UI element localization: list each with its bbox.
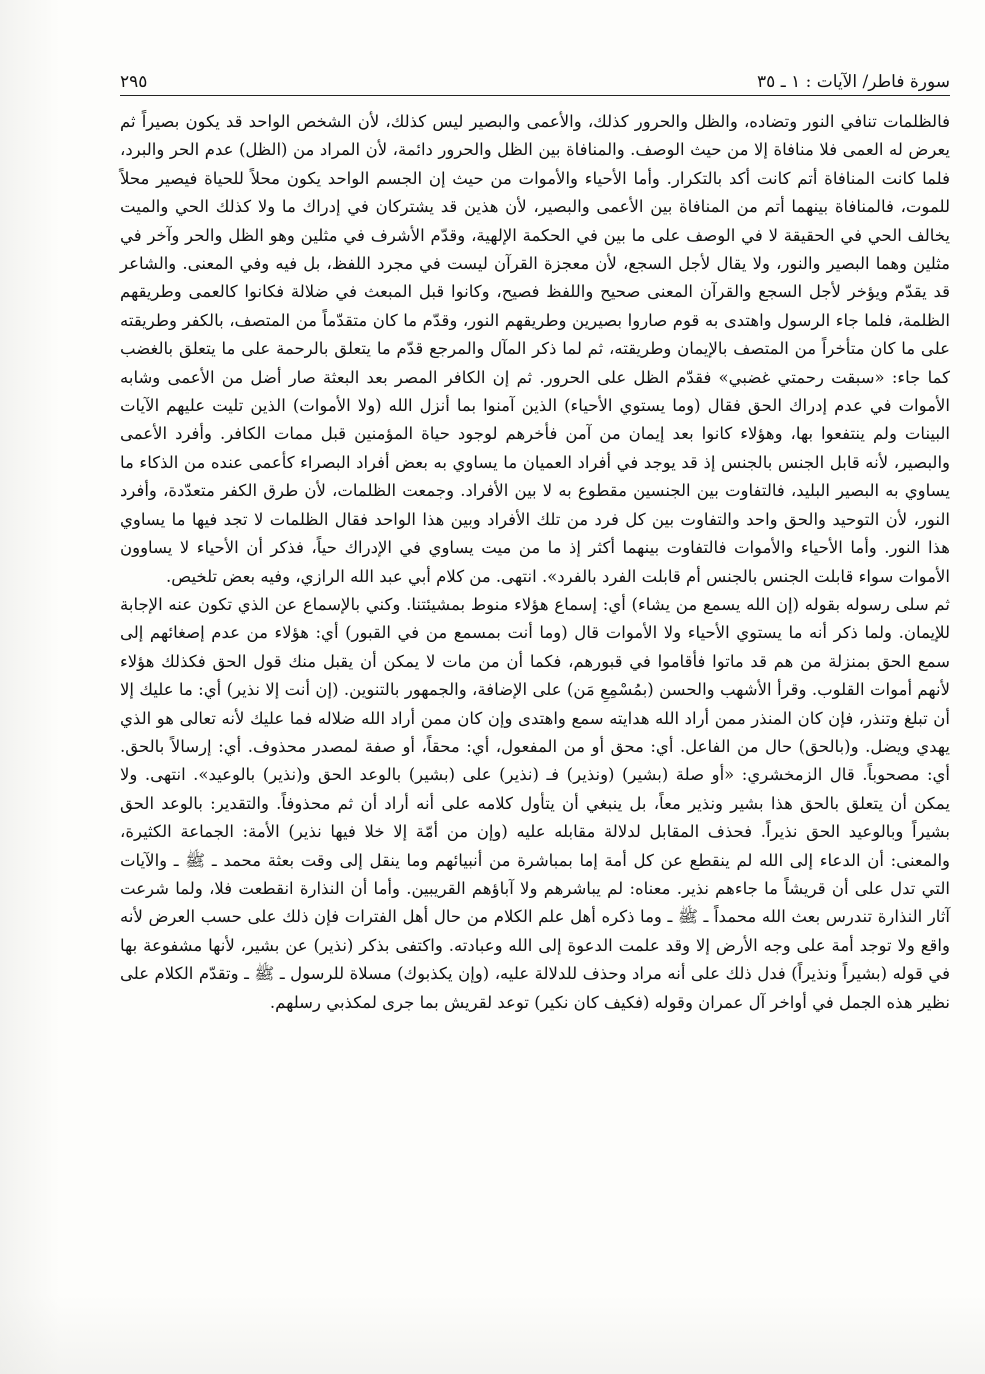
header-divider	[120, 95, 950, 96]
scan-shadow	[0, 0, 60, 1374]
running-header	[120, 66, 950, 92]
page-number: ٢٩٥	[120, 72, 148, 92]
scan-noise	[0, 1295, 985, 1374]
body-text	[120, 108, 950, 1017]
paragraph-1: فالظلمات تنافي النور وتضاده، والظل والحرور كذلك، والأعمى والبصير ليس كذلك، لأن الشخص الواحد قد يكون بصيراً ثم يعرض له العمى فلا منافاة إلا من حيث الوصف. والمنافاة بين الظل والحرور دائمة، لأن المراد من (الظل) عدم الحر والبرد، فلما كانت المنافاة أتم كانت أكد بالتكرار. وأما الأحياء والأموات من حيث إن الجسم الواحد يكون محلاً للحياة فيصير محلاً للموت، فالمنافاة بينهما أتم من المنافاة بين الأعمى والبصير، لأن هذين قد يشتركان في إدراك ما ولا كذلك الحي والميت يخالف الحي في الحقيقة لا في الوصف على ما بين في الحكمة الإلهية، وقدّم الأشرف في مثلين وهو الظل والحر وآخر في مثلين وهما البصير والنور، ولا يقال لأجل السجع، لأن معجزة القرآن ليست في مجرد اللفظ، بل فيه وفي المعنى. والشاعر قد يقدّم ويؤخر لأجل السجع والقرآن المعنى صحيح واللفظ فصيح، وكانوا قبل المبعث في ضلالة فكانوا كالعمى وطريقهم الظلمة، فلما جاء الرسول واهتدى به قوم صاروا بصيرين وطريقهم النور، وقدّم ما كان متقدّماً من المتصف، بالكفر وطريقته على ما كان متأخراً من المتصف بالإيمان وطريقته، ثم لما ذكر المآل والمرجع قدّم ما يتعلق بالرحمة على ما يتعلق بالغضب كما جاء: «سبقت رحمتي غضبي» فقدّم الظل على الحرور. ثم إن الكافر المصر بعد البعثة صار أضل من الأعمى وشابه الأموات في عدم إدراك الحق فقال (وما يستوي الأحياء) الذين آمنوا بما أنزل الله (ولا الأموات) الذين تليت عليهم الآيات البينات ولم ينتفعوا بها، وهؤلاء كانوا بعد إيمان من آمن فأخرهم لوجود حياة المؤمنين قبل ممات الكافر. وأفرد الأعمى والبصير، لأنه قابل الجنس بالجنس إذ قد يوجد في أفراد العميان ما يساوي به بعض أفراد البصراء كأعمى عنده من الذكاء ما يساوي به البصير البليد، فالتفاوت بين الجنسين مقطوع به لا بين الأفراد. وجمعت الظلمات، لأن طرق الكفر متعدّدة، وأفرد النور، لأن التوحيد والحق واحد والتفاوت بين كل فرد من تلك الأفراد وبين هذا الواحد فقال الظلمات لا تجد فيها ما يساوي هذا النور. وأما الأحياء والأموات فالتفاوت بينهما أكثر إذ ما من ميت يساوي في الإدراك حياً، فذكر أن الأحياء لا يساوون الأموات سواء قابلت الجنس بالجنس أم قابلت الفرد بالفرد». انتهى. من كلام أبي عبد الله الرازي، وفيه بعض تلخيص.	[120, 112, 950, 586]
paragraph-2: ثم سلى رسوله بقوله (إن الله يسمع من يشاء) أي: إسماع هؤلاء منوط بمشيئتنا. وكني بالإسماع عن الذي تكون عنه الإجابة للإيمان. ولما ذكر أنه ما يستوي الأحياء ولا الأموات قال (وما أنت بمسمع من في القبور) أي: هؤلاء من عدم إصغائهم إلى سمع الحق بمنزلة من هم قد ماتوا فأقاموا في قبورهم، فكما أن من مات لا يمكن أن يقبل منك قول الحق فكذلك هؤلاء لأنهم أموات القلوب. وقرأ الأشهب والحسن (بمُسْمِعِ مَن) على الإضافة، والجمهور بالتنوين. (إن أنت إلا نذير) أي: ما عليك إلا أن تبلغ وتنذر، فإن كان المنذر ممن أراد الله هدايته سمع واهتدى وإن كان ممن أراد الله ضلاله فما عليك لأنه تعالى هو الذي يهدي ويضل. و(بالحق) حال من الفاعل. أي: محق أو من المفعول، أي: محقاً، أو صفة لمصدر محذوف. أي: إرسالاً بالحق. أي: مصحوباً. قال الزمخشري: «أو صلة (بشير) (ونذير) فـ (نذير) على (بشير) بالوعد الحق و(نذير) بالوعيد». انتهى. ولا يمكن أن يتعلق بالحق هذا بشير ونذير معاً، بل ينبغي أن يتأول كلامه على أنه أراد أن ثم محذوفاً. والتقدير: بالوعد الحق بشيراً وبالوعيد الحق نذيراً. فحذف المقابل لدلالة مقابله عليه (وإن من أمّة إلا خلا فيها نذير) الأمة: الجماعة الكثيرة، والمعنى: أن الدعاء إلى الله لم ينقطع عن كل أمة إما بمباشرة من أنبيائهم وما ينقل إلى وقت بعثة محمد ـ ﷺ ـ والآيات التي تدل على أن قريشاً ما جاءهم نذير. معناه: لم يباشرهم ولا آباؤهم القريبين. وأما أن النذارة انقطعت فلا، ولما شرعت آثار النذارة تندرس بعث الله محمداً ـ ﷺ ـ وما ذكره أهل علم الكلام من حال أهل الفترات فإن ذلك على حسب العرض لأنه واقع ولا توجد أمة على وجه الأرض إلا وقد علمت الدعوة إلى الله وعبادته. واكتفى بذكر (نذير) عن بشير، لأنها مشفوعة بها في قوله (بشيراً ونذيراً) فدل ذلك على أنه مراد وحذف للدلالة عليه، (وإن يكذبوك) مسلاة للرسول ـ ﷺ ـ وتقدّم الكلام على نظير هذه الجمل في أواخر آل عمران وقوله (فكيف كان نكير) توعد لقريش بما جرى لمكذبي رسلهم.	[120, 594, 950, 1012]
surah-title: سورة فاطر/ الآيات : ١ ـ ٣٥	[757, 72, 950, 92]
